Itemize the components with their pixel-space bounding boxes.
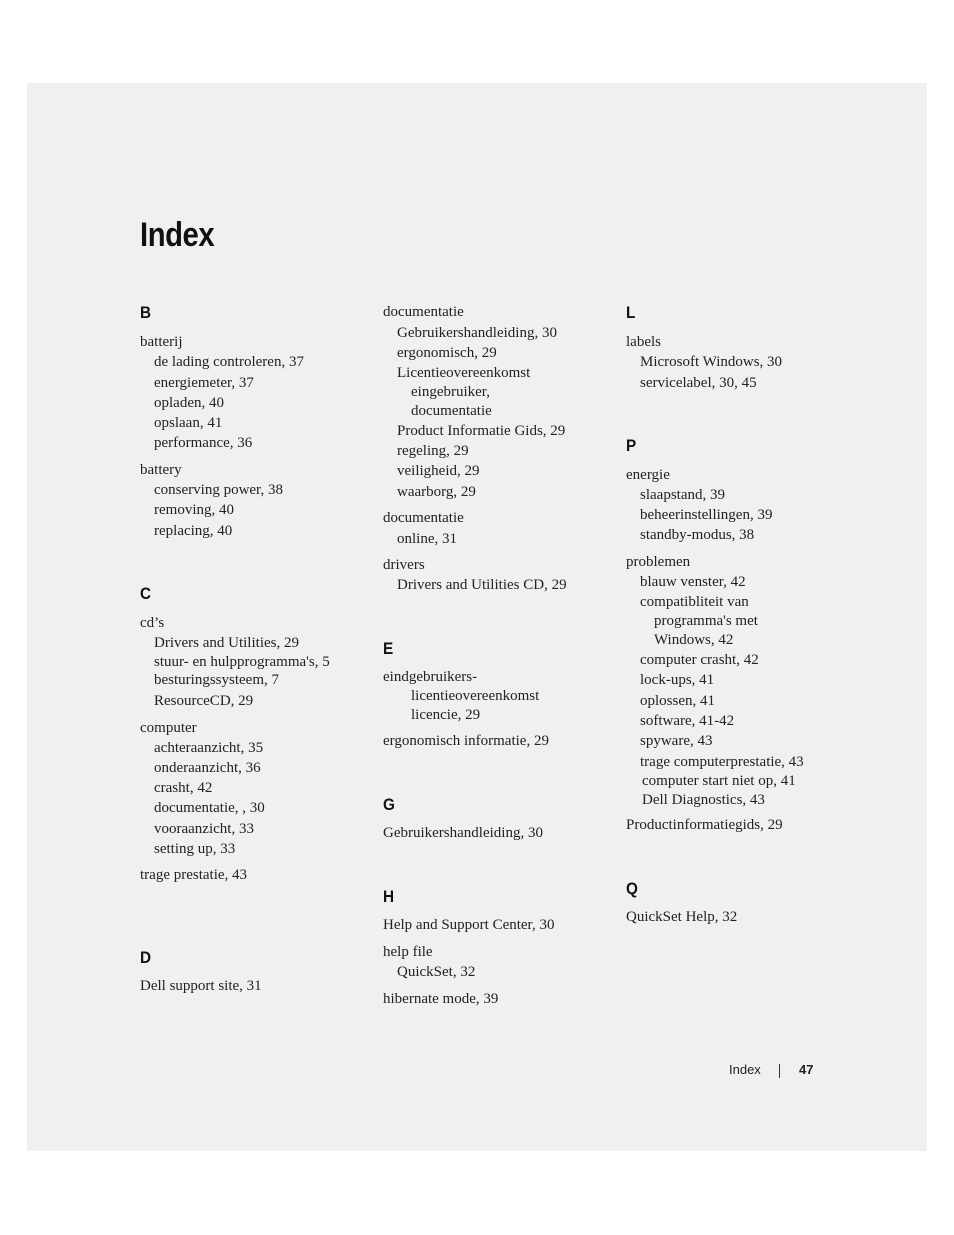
index-entry: help file bbox=[383, 944, 433, 960]
index-entry: trage prestatie, 43 bbox=[140, 867, 248, 883]
section-letter: D bbox=[140, 948, 152, 967]
index-subentry-continuation: Windows, 42 bbox=[654, 632, 734, 648]
index-subentry: slaapstand, 39 bbox=[640, 487, 725, 503]
index-subentry: computer start niet op, 41 bbox=[642, 773, 796, 789]
index-subentry: onderaanzicht, 36 bbox=[154, 760, 261, 776]
index-subentry: opslaan, 41 bbox=[154, 415, 223, 431]
index-entry: Gebruikershandleiding, 30 bbox=[383, 825, 543, 841]
index-subentry: Microsoft Windows, 30 bbox=[640, 354, 783, 370]
index-entry: documentatie bbox=[383, 510, 464, 526]
index-subentry: stuur- en hulpprogramma's, 5 bbox=[154, 654, 330, 670]
index-subentry: compatibliteit van bbox=[640, 594, 749, 610]
index-entry: Productinformatiegids, 29 bbox=[626, 817, 783, 833]
index-subentry: regeling, 29 bbox=[397, 443, 469, 459]
index-subentry: de lading controleren, 37 bbox=[154, 354, 304, 370]
section-letter: P bbox=[626, 436, 637, 455]
section-letter: E bbox=[383, 639, 394, 658]
index-subentry-continuation: licentieovereenkomst bbox=[411, 688, 540, 704]
index-entry: hibernate mode, 39 bbox=[383, 991, 499, 1007]
index-subentry: Gebruikershandleiding, 30 bbox=[397, 325, 557, 341]
index-subentry: Dell Diagnostics, 43 bbox=[642, 792, 765, 808]
index-subentry: achteraanzicht, 35 bbox=[154, 740, 264, 756]
index-entry: documentatie bbox=[383, 304, 464, 320]
index-subentry: removing, 40 bbox=[154, 502, 234, 518]
index-subentry: standby-modus, 38 bbox=[640, 527, 755, 543]
section-letter: C bbox=[140, 584, 152, 603]
index-subentry: Licentieovereenkomst bbox=[397, 365, 531, 381]
footer-section-title: Index bbox=[729, 1062, 761, 1077]
index-subentry-continuation: documentatie bbox=[411, 403, 492, 419]
index-subentry: trage computerprestatie, 43 bbox=[640, 754, 804, 770]
index-subentry: QuickSet, 32 bbox=[397, 964, 476, 980]
section-letter: Q bbox=[626, 879, 638, 898]
index-subentry: setting up, 33 bbox=[154, 841, 236, 857]
index-subentry-continuation: licencie, 29 bbox=[411, 707, 481, 723]
section-letter: G bbox=[383, 795, 395, 814]
page-title: Index bbox=[140, 216, 215, 254]
index-entry: eindgebruikers- bbox=[383, 669, 478, 685]
index-subentry: computer crasht, 42 bbox=[640, 652, 759, 668]
index-entry: drivers bbox=[383, 557, 425, 573]
index-subentry: Drivers and Utilities CD, 29 bbox=[397, 577, 567, 593]
index-subentry: crasht, 42 bbox=[154, 780, 213, 796]
index-subentry: replacing, 40 bbox=[154, 523, 233, 539]
index-subentry: conserving power, 38 bbox=[154, 482, 283, 498]
page-number: 47 bbox=[799, 1062, 814, 1077]
index-subentry: Product Informatie Gids, 29 bbox=[397, 423, 566, 439]
index-subentry: besturingssysteem, 7 bbox=[154, 672, 279, 688]
index-subentry: blauw venster, 42 bbox=[640, 574, 746, 590]
index-subentry-continuation: eingebruiker, bbox=[411, 384, 490, 400]
index-entry: problemen bbox=[626, 554, 691, 570]
index-subentry: ergonomisch, 29 bbox=[397, 345, 497, 361]
index-subentry: opladen, 40 bbox=[154, 395, 224, 411]
index-subentry: lock-ups, 41 bbox=[640, 672, 715, 688]
index-entry: Dell support site, 31 bbox=[140, 978, 262, 994]
index-subentry: online, 31 bbox=[397, 531, 457, 547]
index-subentry: oplossen, 41 bbox=[640, 693, 715, 709]
index-subentry: spyware, 43 bbox=[640, 733, 713, 749]
index-subentry: beheerinstellingen, 39 bbox=[640, 507, 773, 523]
index-entry: battery bbox=[140, 462, 182, 478]
section-letter: B bbox=[140, 303, 152, 322]
section-letter: H bbox=[383, 887, 395, 906]
index-subentry: performance, 36 bbox=[154, 435, 253, 451]
index-entry: batterij bbox=[140, 334, 183, 350]
index-subentry: documentatie, , 30 bbox=[154, 800, 265, 816]
index-entry: ergonomisch informatie, 29 bbox=[383, 733, 549, 749]
index-entry: computer bbox=[140, 720, 197, 736]
footer-divider bbox=[779, 1064, 780, 1078]
section-letter: L bbox=[626, 303, 636, 322]
index-subentry: ResourceCD, 29 bbox=[154, 693, 254, 709]
index-subentry: servicelabel, 30, 45 bbox=[640, 375, 757, 391]
index-entry: labels bbox=[626, 334, 661, 350]
index-subentry-continuation: programma's met bbox=[654, 613, 758, 629]
index-subentry: Drivers and Utilities, 29 bbox=[154, 635, 299, 651]
index-entry: Help and Support Center, 30 bbox=[383, 917, 555, 933]
index-entry: QuickSet Help, 32 bbox=[626, 909, 738, 925]
index-subentry: waarborg, 29 bbox=[397, 484, 476, 500]
index-subentry: energiemeter, 37 bbox=[154, 375, 254, 391]
index-subentry: vooraanzicht, 33 bbox=[154, 821, 254, 837]
index-subentry: software, 41-42 bbox=[640, 713, 735, 729]
index-entry: energie bbox=[626, 467, 670, 483]
index-entry: cd’s bbox=[140, 615, 165, 631]
index-subentry: veiligheid, 29 bbox=[397, 463, 480, 479]
